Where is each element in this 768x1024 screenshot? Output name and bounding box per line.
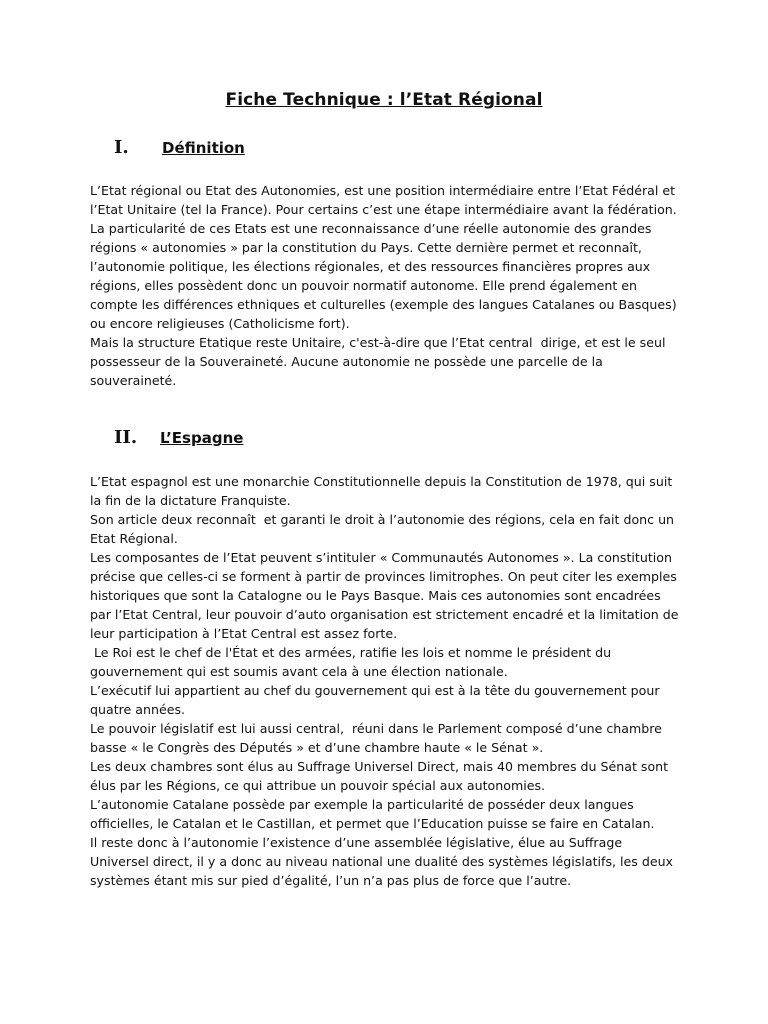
section-title: Définition xyxy=(162,139,245,157)
section-title: L’Espagne xyxy=(160,429,244,447)
section-heading-definition xyxy=(114,137,245,158)
paragraph: L’exécutif lui appartient au chef du gouvernement qui est à la tête du gouvernement pour quatre années. xyxy=(90,683,664,717)
paragraph: Les deux chambres sont élus au Suffrage Universel Direct, mais 40 membres du Sénat sont élus par les Régions, ce qui attribue un pouvoir spécial aux autonomies. xyxy=(90,759,673,793)
section-body-espagne xyxy=(90,472,683,890)
paragraph: Mais la structure Etatique reste Unitaire, c'est-à-dire que l’Etat central dirige, et est le seul possesseur de la Souveraineté. Aucune autonomie ne possède une parcelle de la souveraineté. xyxy=(90,335,670,388)
paragraph: L’Etat régional ou Etat des Autonomies, est une position intermédiaire entre l’Etat Fédéral et l’Etat Unitaire (tel la France). Pour certains c’est une étape intermédiaire avant la fédération. xyxy=(90,183,680,217)
paragraph: L’Etat espagnol est une monarchie Constitutionnelle depuis la Constitution de 1978, qui suit la fin de la dictature Franquiste. xyxy=(90,474,677,508)
paragraph: Il reste donc à l’autonomie l’existence d’une assemblée législative, élue au Suffrage Universel direct, il y a donc au niveau national une dualité des systèmes législatifs, les deux systèmes étant mis sur pied d’égalité, l’un n’a pas plus de force que l’autre. xyxy=(90,835,678,888)
paragraph: Son article deux reconnaît et garanti le droit à l’autonomie des régions, cela en fait donc un Etat Régional. xyxy=(90,512,679,546)
section-numeral: I. xyxy=(114,137,129,158)
paragraph: L’autonomie Catalane possède par exemple la particularité de posséder deux langues officielles, le Catalan et le Castillan, et permet que l’Education puisse se faire en Catalan. xyxy=(90,797,655,831)
section-numeral: II. xyxy=(114,427,138,448)
section-heading-espagne xyxy=(114,427,243,448)
paragraph: Le pouvoir législatif est lui aussi central, réuni dans le Parlement composé d’une chambre basse « le Congrès des Députés » et d’une chambre haute « le Sénat ». xyxy=(90,721,666,755)
section-body-definition xyxy=(90,181,680,390)
paragraph: La particularité de ces Etats est une reconnaissance d’une réelle autonomie des grandes régions « autonomies » par la constitution du Pays. Cette dernière permet et reconnaît, l’autonomie politique, les élections régionales, et des ressources financières propres aux régions, elles possèdent donc un pouvoir normatif autonome. Elle prend également en compte les différences ethniques et culturelles (exemple des langues Catalanes ou Basques) ou encore religieuses (Catholicisme fort). xyxy=(90,221,681,331)
paragraph: Les composantes de l’Etat peuvent s’intituler « Communautés Autonomes ». La constitution précise que celles-ci se forment à partir de provinces limitrophes. On peut citer les exemples historiques que sont la Catalogne ou le Pays Basque. Mais ces autonomies sont encadrées par l’Etat Central, leur pouvoir d’auto organisation est strictement encadré et la limitation de leur participation à l’Etat Central est assez forte. xyxy=(90,550,683,641)
paragraph: Le Roi est le chef de l'État et des armées, ratifie les lois et nomme le président du gouvernement qui est soumis avant cela à une élection nationale. xyxy=(90,645,616,679)
page-title: Fiche Technique : l’Etat Régional xyxy=(225,90,543,110)
